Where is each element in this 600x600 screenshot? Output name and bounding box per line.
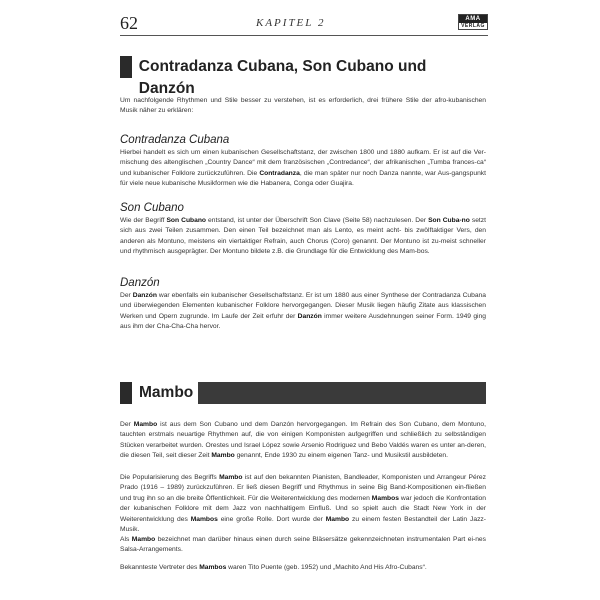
logo-bottom-text: VERLAG <box>461 23 485 29</box>
paragraph-danzon: Der Danzón war ebenfalls ein kubanischer Gesellschaftstanz. Er ist um 1880 aus einer Synthese der Contradanza Cubana und überwiegenden Elementen kubanischer Folklore hervorgegangen. Dieser Musik liegen häufig Zitate aus klassischen Werken und Opern zugrunde. Im Laufe der Zeit erfuhr der Danzón immer weitere Ausdehnungen seiner Form. 1949 ging aus ihm der Cha-Cha-Cha hervor. <box>120 292 486 331</box>
paragraph-mambo-1: Der Mambo ist aus dem Son Cubano und dem Danzón hervorgegangen. Im Refrain des Son Cubano, dem Montuno, tauchten erstmals neuartige Rhythmen auf, die von einigen Komponisten aufgegriffen und schließlich zu selbständigen Stücken verarbeitet wurden. Orestes und Israel López sowie Arsenio Rodriguez und Bebo Valdés waren es unter an-deren, die diesen Teil, seit dieser Zeit Mambo genannt, Ende 1930 zu einem eigenen Tanz- und Musikstil ausbildeten. <box>120 421 486 460</box>
page-number: 62 <box>120 13 138 33</box>
header-rule <box>120 35 488 36</box>
publisher-logo <box>458 14 488 30</box>
chapter-label: KAPITEL 2 <box>256 17 326 29</box>
paragraph-contradanza: Hierbei handelt es sich um einen kubanischen Gesellschaftstanz, der zwischen 1800 und 1880 aufkam. Er ist auf die Ver-mischung des altenglischen „Country Dance“ mit dem französischen „Contredance“, der afrikanischen „Tumba frances-ca“ und kubanischer Folklore zurückzuführen. Die Contradanza, die man später nur noch Danza nannte, war Aus-gangspunkt für viele neue kubanische Musikformen wie die Habanera, Conga oder Guajira. <box>120 149 486 188</box>
section-title: Contradanza Cubana, Son Cubano und Danzón <box>134 56 486 78</box>
subheading-contradanza: Contradanza Cubana <box>120 134 230 146</box>
subheading-son-cubano: Son Cubano <box>120 202 184 214</box>
paragraph-mambo-4: Bekannteste Vertreter des Mambos waren Tito Puente (geb. 1952) und „Machito And His Afro-Cubans“. <box>120 564 427 571</box>
paragraph-mambo-3: Als Mambo bezeichnet man darüber hinaus einen durch seine Bläsersätze gekennzeichneten instrumentalen Part ei-nes Salsa-Arrangements. <box>120 536 486 554</box>
section-title-mambo: Mambo <box>134 382 198 404</box>
paragraph-son-cubano: Wie der Begriff Son Cubano entstand, ist unter der Überschrift Son Clave (Seite 58) nachzulesen. Der Son Cuba-no setzt sich aus zwei Teilen zusammen. Den einen Teil bezeichnet man als Lento, es meint acht- bis zwölftaktiger Vers, den anderen als Montuno, meistens ein viertaktiger Refrain, auch Chorus (Coro) genannt. Der Montuno ist zu-meist schneller und rhythmisch ausgeprägter. Der Montuno bildete z.B. die Grundlage für die Entwicklung des Mam-bos. <box>120 217 486 256</box>
paragraph-mambo-2: Die Popularisierung des Begriffs Mambo ist auf den bekannten Pianisten, Bandleader, Komponisten und Arrangeur Pérez Prado (1916 – 1989) zurückzuführen. Er ließ diesen Begriff und Rhythmus in seine Big Band-Kompositionen ein-fließen und trug ihn so an die breite Öffentlichkeit. Für die Weiterentwicklung des modernen Mambos war jedoch die Konfrontation der kubanischen Folklore mit dem Jazz von nachhaltigem Einfluß. Und so spielt auch die Stadt New York in der Weiterentwicklung des Mambos eine große Rolle. Dort wurde der Mambo zu einem festen Bestandteil der Latin Jazz-Musik. <box>120 474 486 534</box>
title-bar-left-block <box>120 382 134 404</box>
intro-paragraph: Um nachfolgende Rhythmen und Stile besser zu verstehen, ist es erforderlich, drei frühere Stile der afro-kubanischen Musik näher zu erklären: <box>120 97 486 115</box>
section-title-bar-mambo <box>120 382 486 404</box>
title-bar-left-block <box>120 56 134 78</box>
page-header <box>120 10 488 36</box>
subheading-danzon: Danzón <box>120 277 160 289</box>
section-title-bar <box>120 56 486 97</box>
title-bar-right-block <box>198 382 486 404</box>
logo-top-text: AMA <box>459 15 487 23</box>
